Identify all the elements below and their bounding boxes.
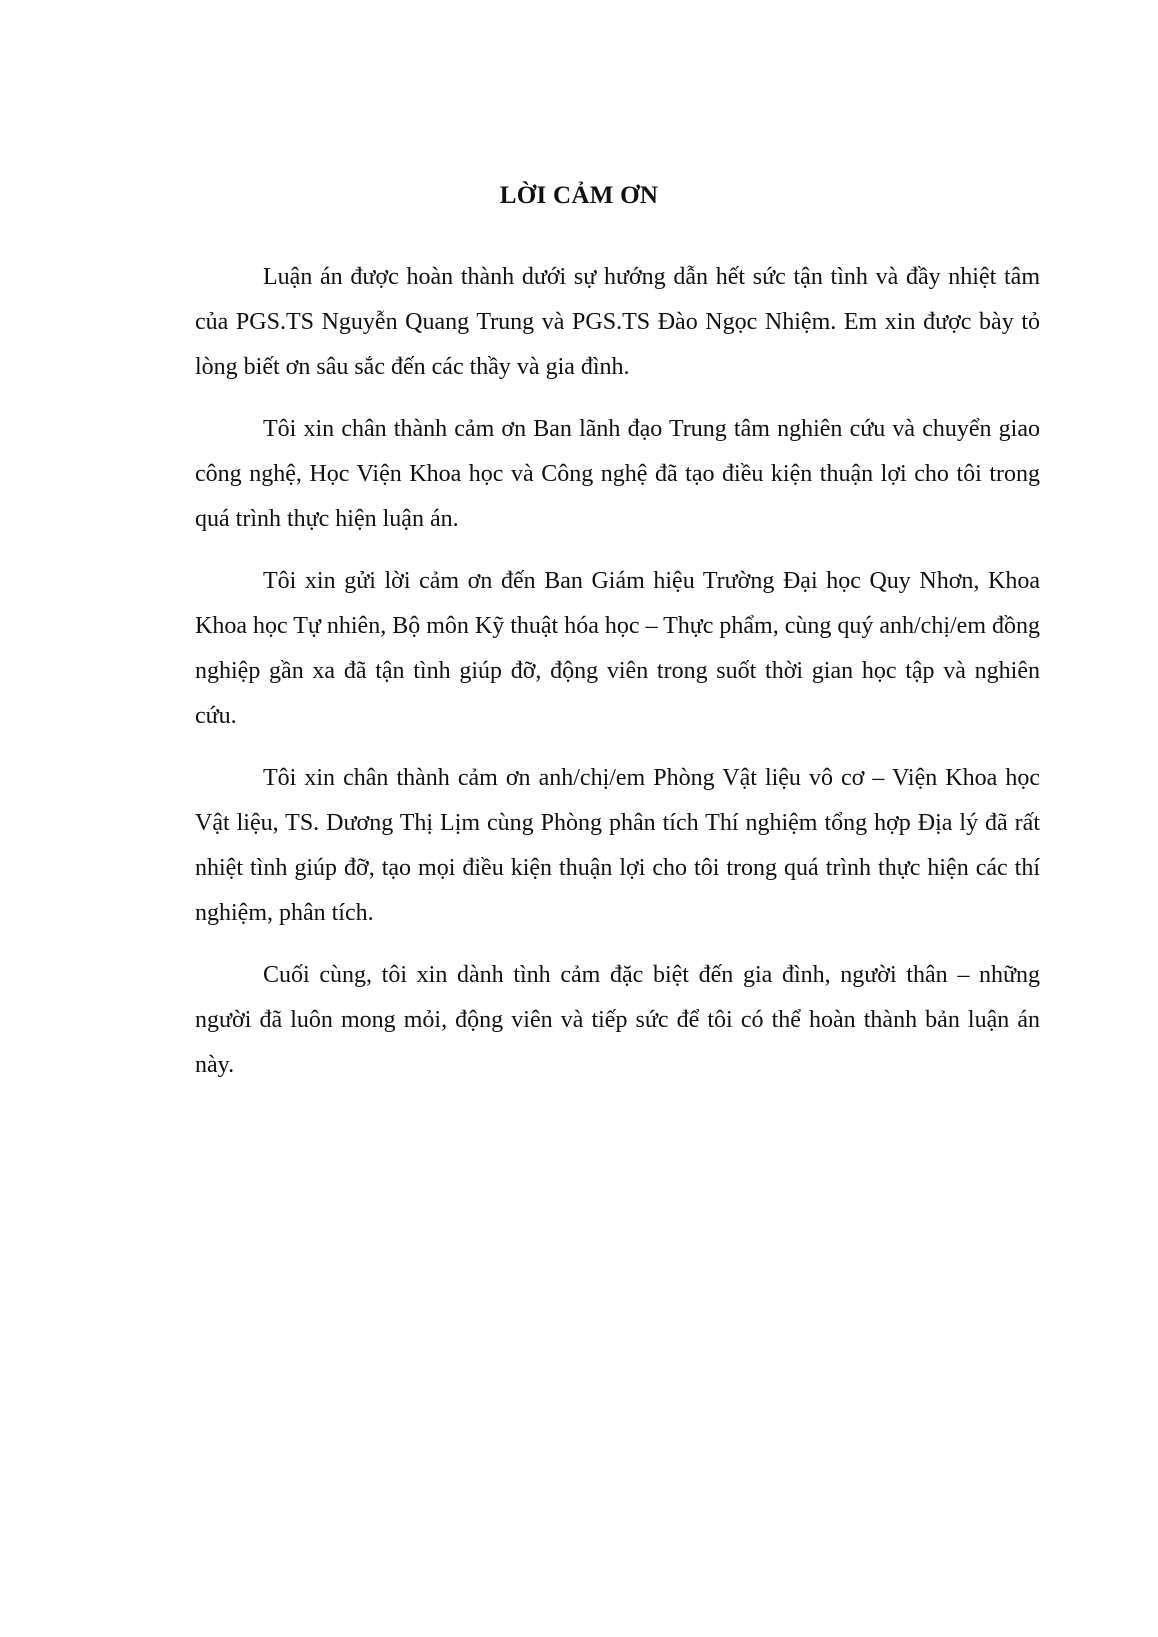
paragraph: Tôi xin chân thành cảm ơn anh/chị/em Phòng Vật liệu vô cơ – Viện Khoa học Vật liệu, TS. Dương Thị Lịm cùng Phòng phân tích Thí nghiệm tổng hợp Địa lý đã rất nhiệt tình giúp đỡ, tạo mọi điều kiện thuận lợi cho tôi trong quá trình thực hiện các thí nghiệm, phân tích. bbox=[195, 765, 1040, 926]
paragraph: Tôi xin chân thành cảm ơn Ban lãnh đạo Trung tâm nghiên cứu và chuyển giao công nghệ, Học Viện Khoa học và Công nghệ đã tạo điều kiện thuận lợi cho tôi trong quá trình thực hiện luận án. bbox=[195, 416, 1040, 532]
paragraph: Tôi xin gửi lời cảm ơn đến Ban Giám hiệu Trường Đại học Quy Nhơn, Khoa Khoa học Tự nhiên, Bộ môn Kỹ thuật hóa học – Thực phẩm, cùng quý anh/chị/em đồng nghiệp gần xa đã tận tình giúp đỡ, động viên trong suốt thời gian học tập và nghiên cứu. bbox=[195, 568, 1040, 729]
paragraph: Luận án được hoàn thành dưới sự hướng dẫn hết sức tận tình và đầy nhiệt tâm của PGS.TS Nguyễn Quang Trung và PGS.TS Đào Ngọc Nhiệm. Em xin được bày tỏ lòng biết ơn sâu sắc đến các thầy và gia đình. bbox=[195, 264, 1040, 380]
page-title: LỜI CẢM ƠN bbox=[499, 182, 659, 209]
paragraph: Cuối cùng, tôi xin dành tình cảm đặc biệt đến gia đình, người thân – những người đã luôn mong mỏi, động viên và tiếp sức để tôi có thể hoàn thành bản luận án này. bbox=[195, 962, 1040, 1078]
acknowledgement-body bbox=[195, 255, 1040, 1105]
